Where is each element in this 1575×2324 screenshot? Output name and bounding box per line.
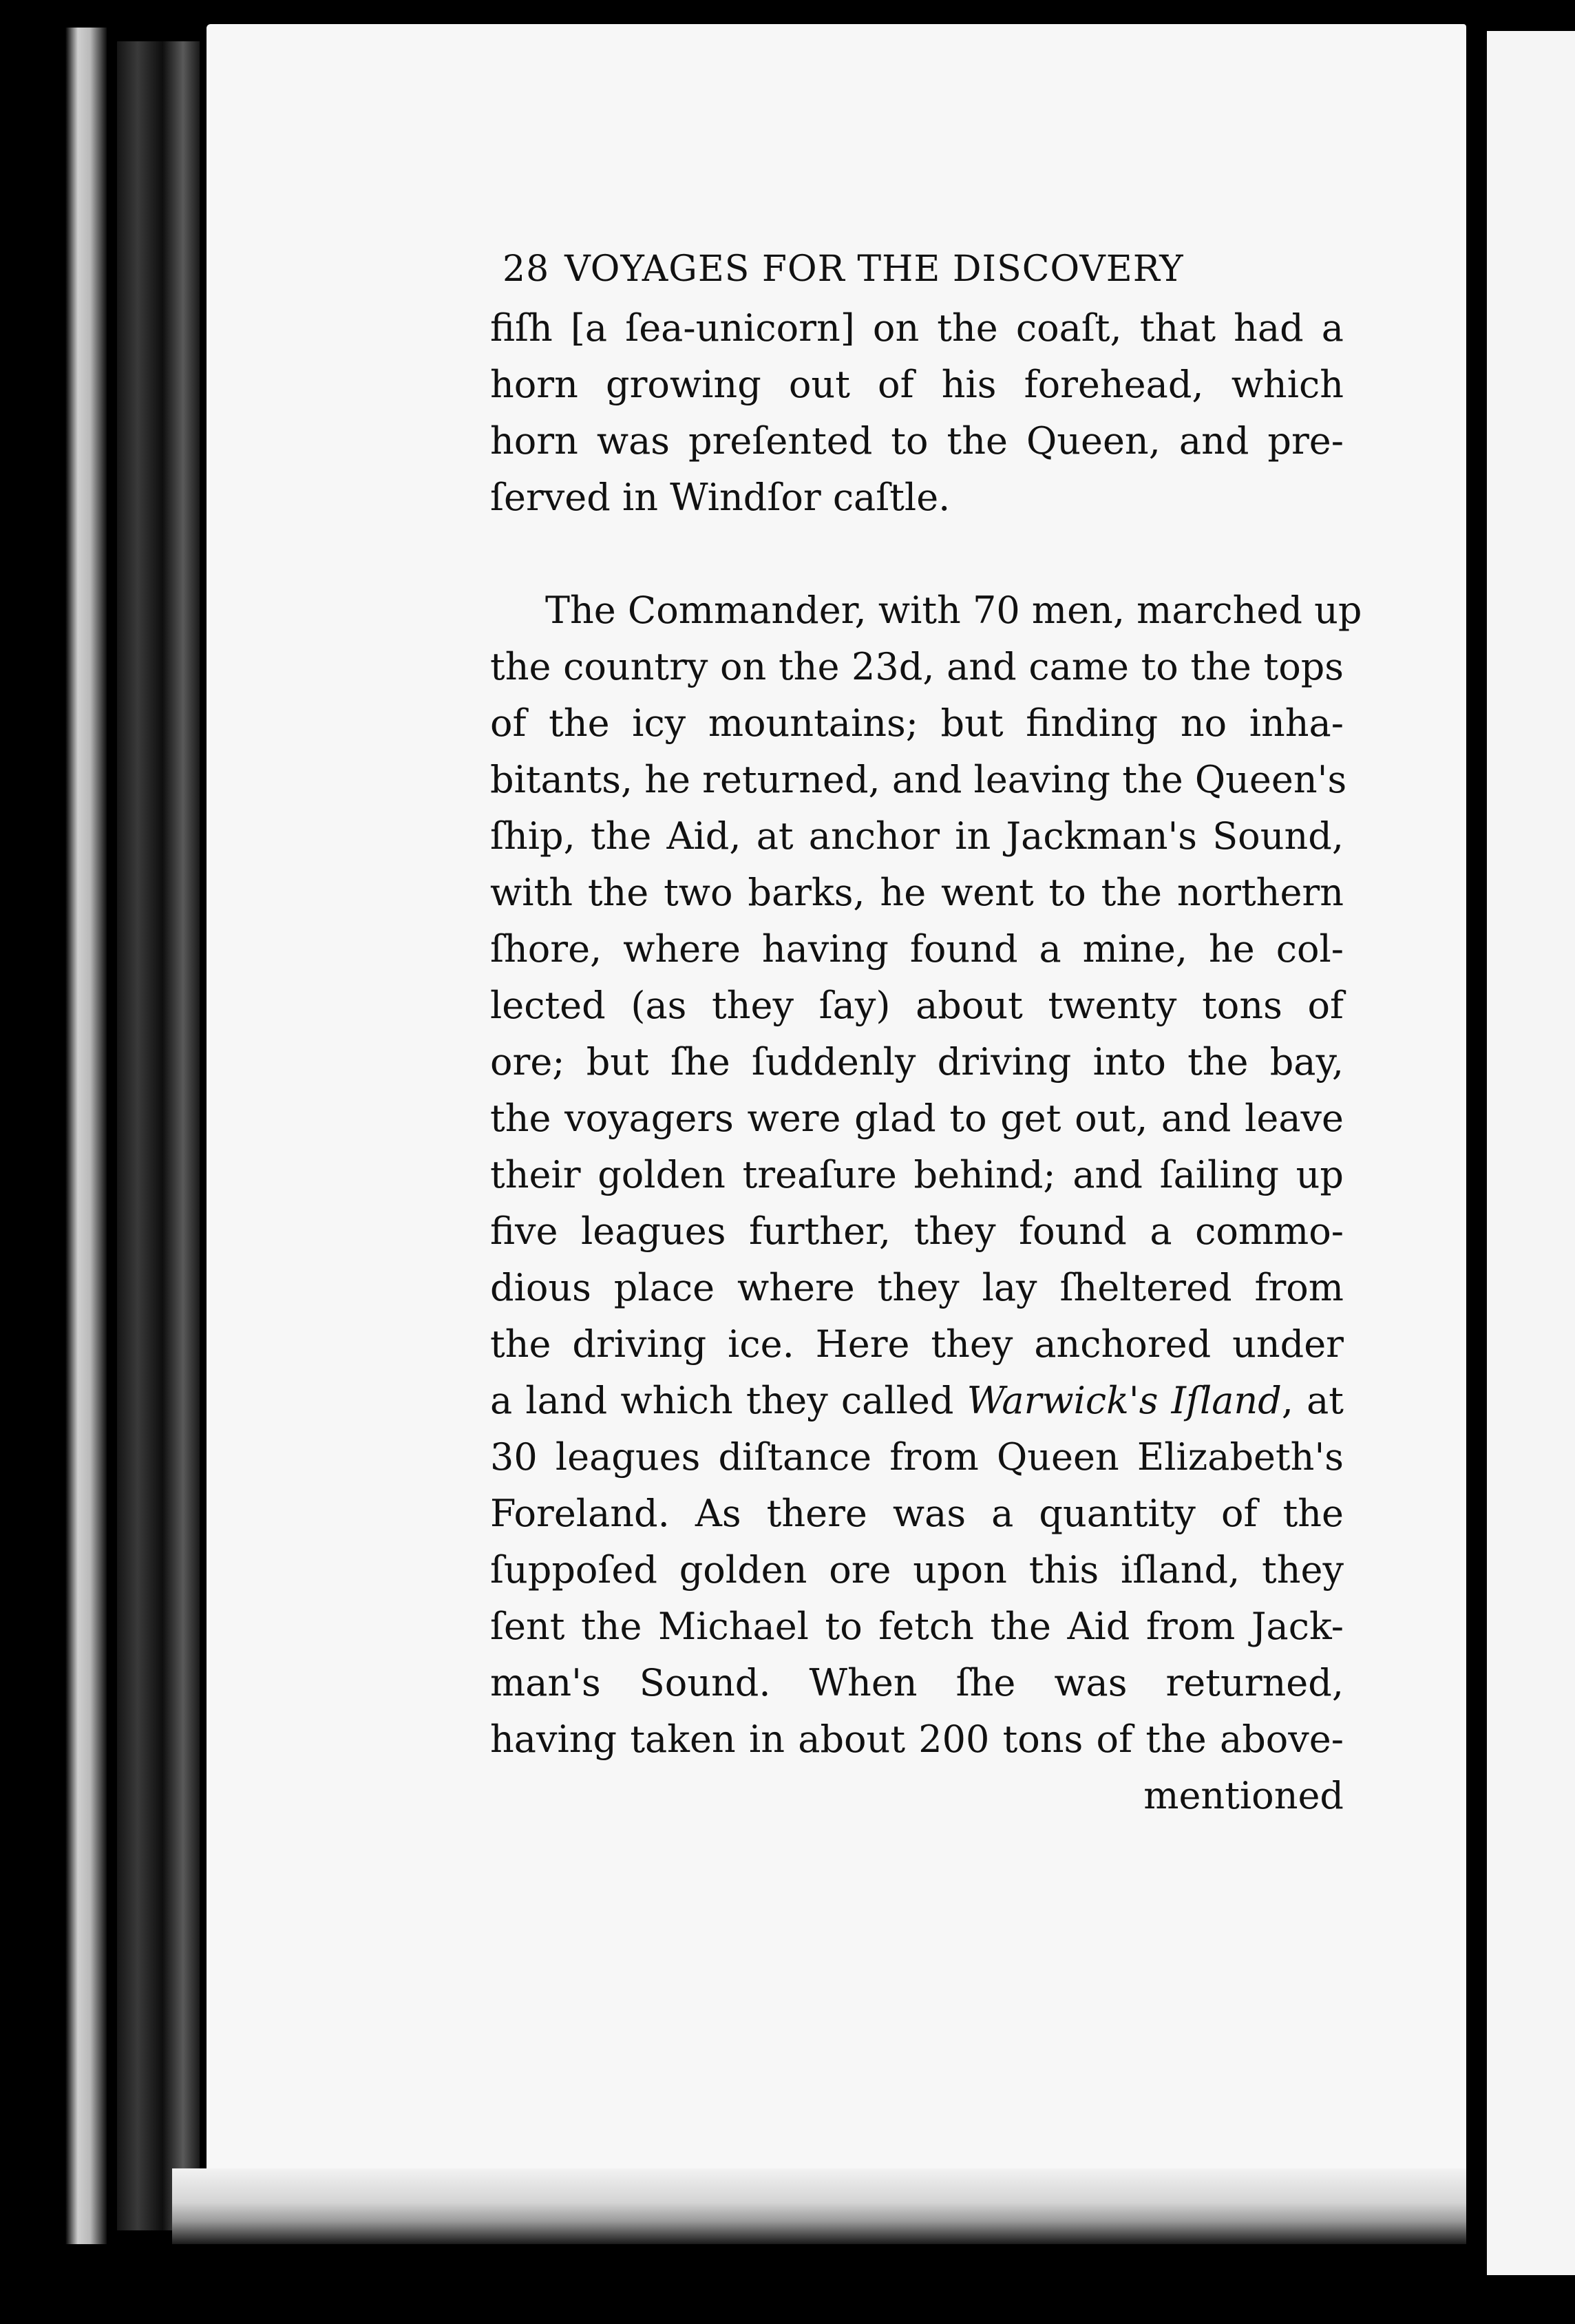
text-line: horn growing out of his forehead, which: [490, 363, 1344, 406]
text-line: man's Sound. When ſhe was returned,: [490, 1661, 1344, 1704]
text-run: , at: [1281, 1379, 1344, 1422]
page-bottom-edge: [172, 2168, 1466, 2244]
text-line: ſuppoſed golden ore upon this iſland, they: [490, 1548, 1344, 1592]
text-run: a land which they called: [490, 1379, 967, 1422]
text-line: the voyagers were glad to get out, and leave: [490, 1097, 1344, 1140]
facing-page-edge: [1487, 31, 1575, 2275]
page-text: [490, 241, 1362, 1824]
place-name-italic: Warwick's Iſland: [966, 1379, 1282, 1422]
text-line: with the two barks, he went to the northern: [490, 871, 1344, 914]
text-line: fiſh [a ſea-unicorn] on the coaſt, that had a: [490, 306, 1344, 350]
text-line: their golden treaſure behind; and ſailing up: [490, 1153, 1344, 1196]
text-line: 30 leagues diſtance from Queen Elizabeth's: [490, 1435, 1344, 1479]
text-line: dious place where they lay ſheltered from: [490, 1266, 1344, 1309]
running-title: VOYAGES FOR THE DISCOVERY: [564, 249, 1184, 290]
text-line: the driving ice. Here they anchored under: [490, 1322, 1344, 1366]
text-line: the country on the 23d, and came to the tops: [490, 645, 1344, 688]
text-line: five leagues further, they found a commo-: [490, 1209, 1344, 1253]
text-line: lected (as they ſay) about twenty tons of: [490, 984, 1344, 1027]
text-line: ſhore, where having found a mine, he col-: [490, 927, 1344, 971]
text-line: ſhip, the Aid, at anchor in Jackman's Sound,: [490, 814, 1344, 858]
page-gutter: [1466, 0, 1487, 2324]
text-line: Foreland. As there was a quantity of the: [490, 1492, 1344, 1535]
binding-shadow: [117, 41, 200, 2230]
text-line: [490, 1373, 1344, 1429]
text-line: having taken in about 200 tons of the above-: [490, 1718, 1344, 1761]
text-line: ſerved in Windſor caſtle.: [490, 476, 951, 519]
paragraph-2: [490, 582, 1362, 1824]
text-line: ſent the Michael to fetch the Aid from Jack-: [490, 1605, 1344, 1648]
page-number: 28: [503, 249, 550, 290]
catchword: mentioned: [1143, 1774, 1344, 1817]
paragraph-gap: [490, 526, 1344, 582]
text-line: ore; but ſhe ſuddenly driving into the bay,: [490, 1040, 1344, 1084]
text-line: of the icy mountains; but finding no inha-: [490, 701, 1344, 745]
text-line: horn was preſented to the Queen, and pre-: [490, 419, 1344, 463]
paragraph-1: [490, 300, 1344, 526]
running-head: [503, 241, 1344, 297]
page-stack-edge: [65, 28, 107, 2244]
text-line: The Commander, with 70 men, marched up: [545, 589, 1362, 632]
text-line: bitants, he returned, and leaving the Queen's: [490, 758, 1347, 801]
